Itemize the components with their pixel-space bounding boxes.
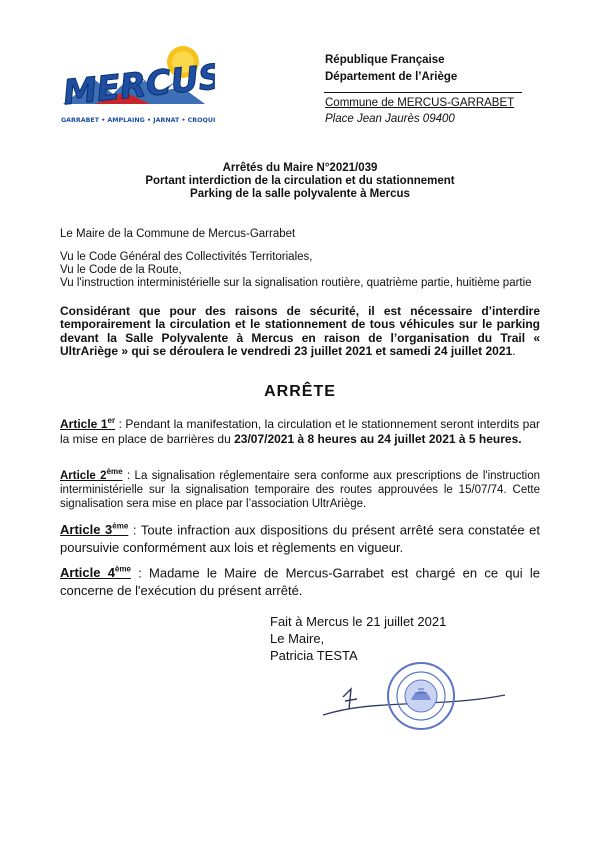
header-divider <box>324 92 522 93</box>
commune-block <box>325 95 545 127</box>
republic-label: République Française <box>325 54 445 66</box>
commune-logo <box>55 42 215 130</box>
vu-item: Vu le Code de la Route, <box>60 264 182 276</box>
article-2 <box>60 465 540 511</box>
article-label: Article 3ème <box>60 522 129 538</box>
department-label: Département de l’Ariège <box>325 71 458 83</box>
arrete-heading: ARRÊTE <box>264 383 336 400</box>
article-text: : Madame le Maire de Mercus-Garrabet est chargé en ce qui le concerne de l'exécution du présent arrêté. <box>60 565 540 599</box>
article-text: : La signalisation réglementaire sera conforme aux prescriptions de l'instruction interministérielle sur la signalisation temporaire des routes approuvées le 15/07/74. Cette signalisation sera mise en place par l’association UltrAriège. <box>60 469 540 510</box>
place-date: Fait à Mercus le 21 juillet 2021 <box>270 614 447 629</box>
vu-item: Vu le Code Général des Collectivités Territoriales, <box>60 251 313 263</box>
document-title <box>60 162 540 201</box>
signature-block <box>270 613 510 664</box>
article-text: : Toute infraction aux dispositions du présent arrêté sera constatée et poursuivie conformément aux lois et règlements en vigueur. <box>60 522 540 556</box>
article-label: Article 4ème <box>60 565 131 581</box>
intro-text: Le Maire de la Commune de Mercus-Garrabet <box>60 228 296 240</box>
considerant-paragraph <box>60 305 540 358</box>
title-line-3: Parking de la salle polyvalente à Mercus <box>190 188 410 200</box>
legal-references <box>60 251 540 290</box>
svg-text:GARRABET • AMPLAING • JARNAT •: GARRABET • AMPLAING • JARNAT • CROQUIE <box>61 117 215 124</box>
title-line-2: Portant interdiction de la circulation et du stationnement <box>145 175 455 187</box>
svg-text:MERCUS: MERCUS <box>61 56 215 114</box>
signatory-name: Patricia TESTA <box>270 648 358 663</box>
considerant-end: . <box>512 343 516 358</box>
article-1 <box>60 413 540 447</box>
official-stamp <box>385 660 457 732</box>
commune-address: Place Jean Jaurès 09400 <box>325 113 455 125</box>
article-dates: 23/07/2021 à 8 heures au 24 juillet 2021 à 5 heures. <box>234 432 522 446</box>
commune-name: Commune de MERCUS-GARRABET <box>325 97 515 109</box>
article-4 <box>60 561 540 600</box>
article-label: Article 2ème <box>60 467 123 482</box>
vu-item: Vu l'instruction interministérielle sur la signalisation routière, quatrième partie, huitième partie <box>60 277 532 289</box>
signatory-role: Le Maire, <box>270 631 325 646</box>
article-text: : Pendant la manifestation, la circulation et le stationnement seront interdits par la mise en place de barrières du <box>60 417 540 446</box>
title-line-1: Arrêtés du Maire N°2021/039 <box>222 162 378 174</box>
article-3 <box>60 518 540 557</box>
header-authority <box>325 52 545 86</box>
article-label: Article 1er <box>60 416 116 431</box>
considerant-text: Considérant que pour des raisons de sécurité, il est nécessaire d’interdire temporairement la circulation et le stationnement de tous véhicules sur le parking devant la Salle Polyvalente à Mercus en raison de l’organisation du Trail « UltrAriège » qui se déroulera le vendredi 23 juillet 2021 et samedi 24 juillet 2021 <box>60 304 540 358</box>
